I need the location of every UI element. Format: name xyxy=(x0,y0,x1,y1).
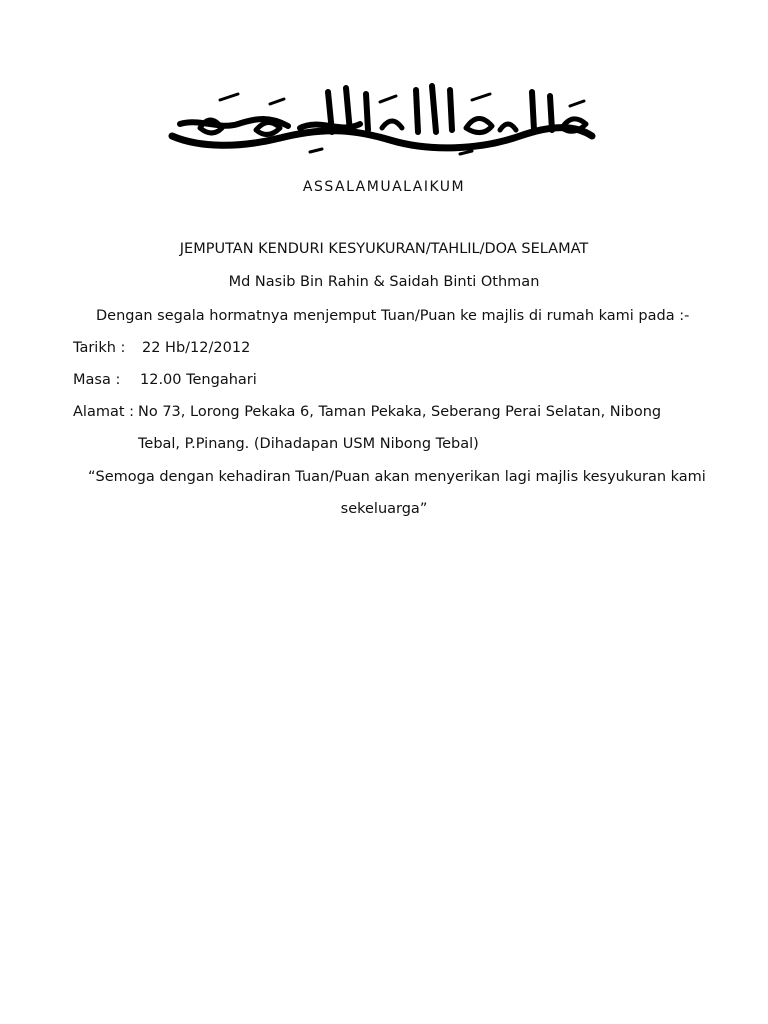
time-value: 12.00 Tengahari xyxy=(140,372,257,388)
basmala-calligraphy-graphic xyxy=(160,78,600,162)
closing-quote-line-2: sekeluarga” xyxy=(340,501,428,517)
invitation-intro: Dengan segala hormatnya menjemput Tuan/Puan ke majlis di rumah kami pada :- xyxy=(96,308,690,324)
basmala-calligraphy xyxy=(160,78,600,162)
greeting: ASSALAMUALAIKUM xyxy=(302,179,466,195)
time-label: Masa : xyxy=(73,372,121,388)
address-line-2: Tebal, P.Pinang. (Dihadapan USM Nibong Tebal) xyxy=(138,436,479,452)
date-label: Tarikh : xyxy=(73,340,126,356)
closing-quote-line-1: “Semoga dengan kehadiran Tuan/Puan akan menyerikan lagi majlis kesyukuran kami xyxy=(88,469,706,485)
address-label: Alamat : xyxy=(73,404,135,420)
address-line-1: No 73, Lorong Pekaka 6, Taman Pekaka, Seberang Perai Selatan, Nibong xyxy=(138,404,662,420)
host-names: Md Nasib Bin Rahin & Saidah Binti Othman xyxy=(228,274,540,290)
date-value: 22 Hb/12/2012 xyxy=(142,340,251,356)
invitation-title: JEMPUTAN KENDURI KESYUKURAN/TAHLIL/DOA SELAMAT xyxy=(179,241,589,257)
